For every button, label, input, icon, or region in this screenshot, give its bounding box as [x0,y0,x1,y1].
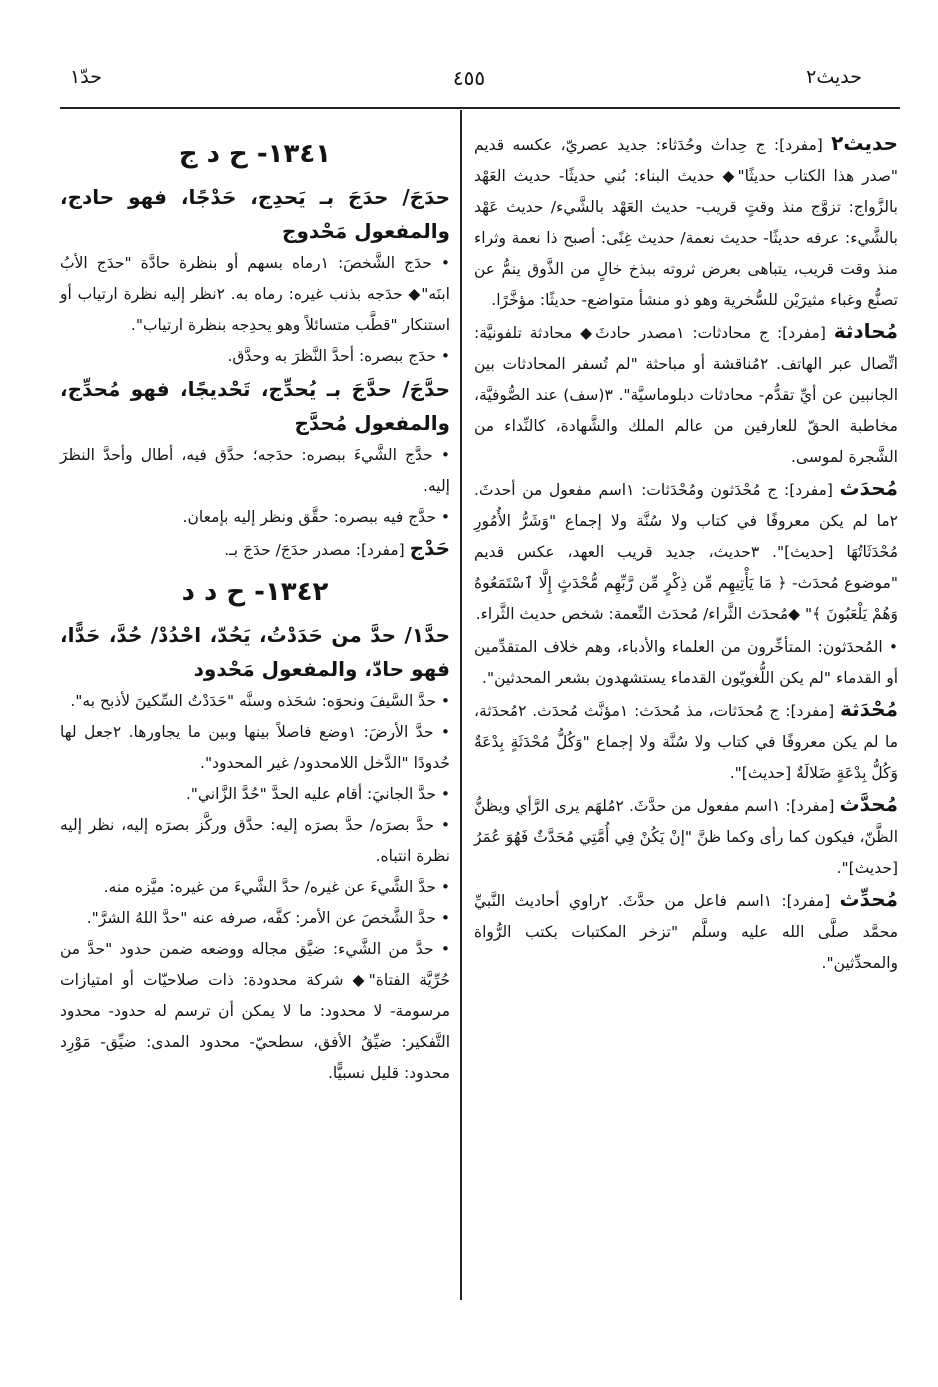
entry [474,884,898,979]
sense: • حدَّج الشَّيءَ ببصره: حدَجه؛ حدَّق فيه، أطال وأحدَّ النظرَ إليه. [60,446,450,495]
header-rule [60,107,900,109]
headword: مُحْدَثة [839,697,898,721]
right-column [474,128,898,979]
sense: • حدَّ الجانيَ: أقام عليه الحدَّ "حُدَّ الزَّاني". [185,785,450,803]
left-column [60,128,450,1089]
sense: • حدَّج فيه ببصره: حقَّق ونظر إليه بإمعان. [182,508,450,526]
definition: [مفرد]: مصدر حدَجَ/ حدَجَ بـ. [224,541,410,559]
root-heading: ١٣٤٢- ح د د [181,577,329,607]
definition: [مفرد]: ج حِداث وحُدَثاء: جديد عصريّ، عكسه قديم "صدر هذا الكتاب حديثًا"◆ حديث البناء: بُني حديثًا- حديث العَهْد بالزَّواج: تزوَّج منذ وقتٍ قريب- حديث العَهْد بالشَّيء/ حديث عَهْد بالشَّيء: عرفه حديثًا- حديث نعمة/ حديث غِنًى: أصبح ذا نعمة وثراء منذ وقت قريب، يتباهى بعرض ثروته ببذخ خالٍ من الذَّوق ينمُّ عن تصنُّع وغباء مثيرَيْن للسُّخرية وهو ذو منشأ متواضع- حديثًا: مؤخَّرًا. [474,136,898,309]
definition: [مفرد]: ج محادثات: ١مصدر حادثَ◆ محادثة تلفونيَّة: اتِّصال عبر الهاتف. ٢مُناقشة أو مباحثة "لم تُسفر المحادثات بين الجانبين عن أيِّ تقدُّم- محادثات دبلوماسيَّة". ٣(سف) عند الصُّوفيَّة، مخاطبة الحقّ للعارفين من عالم الملك والشَّهادة، كالنِّداء من الشَّجرة لموسى. [474,324,899,466]
entry [474,789,898,884]
headword: مُحدِّث [839,887,898,911]
entry [474,316,898,473]
sense: • حدَج الشَّخصَ: ١رماه بسهم أو بنظرة حادَّة "حدَج الأبُ ابنَه"◆ حدَجه بذنب غيره: رماه به. ٢نظر إليه نظرة ارتياب أو استنكار "قطَّب متسائلاً وهو يحدِجه بنظرة ارتياب". [60,254,450,334]
entry [474,128,898,316]
verb-headline: حدَّجَ/ حدَّجَ بـ يُحدِّج، تَحْديجًا، فهو مُحدِّج، والمفعول مُحدَّج [60,377,450,435]
running-head-left: حدّ١ [70,66,102,88]
definition: [مفرد]: ١اسم مفعول من حدَّثَ. ٢مُلهَم يرى الرَّأي ويظنُّ الظَّنّ، فيكون كما رأى وكما ظنَّ "إنْ يَكُنْ فِي أُمَّتِي مُحَدَّثٌ فَهُوَ عُمَرُ [حديث]". [474,797,898,877]
verb-headline: حدَجَ/ حدَجَ بـ يَحدِج، حَدْجًا، فهو حادج، والمفعول مَحْدوج [60,185,450,243]
definition: [مفرد]: ١اسم فاعل من حدَّثَ. ٢راوي أحاديث النَّبيِّ محمَّد صلَّى الله عليه وسلَّم "تزخر المكتبات بكتب الرُّواة والمحدِّثين". [474,892,898,972]
headword: مُحادثة [833,319,898,343]
sense: • حدَّ السَّيفَ ونحوَه: شحَذه وسنَّه "حَدَدْتُ السِّكينَ لأذبح به". [70,692,450,710]
definition: • المُحدَثون: المتأخِّرون من العلماء والأدباء، وهم خلاف المتقدِّمين أو القدماء "لم يكن اللُّغويّون القدماء يستشهدون بشعر المحدثين". [474,638,898,687]
entry [474,694,898,789]
root-heading: ١٣٤١- ح د ج [178,139,332,169]
entry [60,533,450,566]
entry [474,473,898,630]
sense: • حدَّ بصرَه/ حدَّ بصرَه إليه: حدَّق وركَّز بصرَه إليه، نظر إليه نظرة انتباه. [60,816,450,865]
sense: • حدَّ الشَّيءَ عن غيره/ حدَّ الشَّيءَ من غيره: ميَّزه منه. [103,878,450,896]
headword: مُحدَّث [839,792,898,816]
sense: • حدَج ببصره: أحدَّ النَّظرَ به وحدَّق. [227,347,450,365]
headword: حديث٢ [831,131,898,155]
page-number: ٤٥٥ [452,66,486,90]
definition: [مفرد]: ج مُحدَثات، مذ مُحدَث: ١مؤنَّث مُحدَث. ٢مُحدَثة، ما لم يكن معروفًا في كتاب ولا سُنَّة ولا إجماع "وَكُلُّ مُحْدَثَةٍ بِدْعَةٌ وَكُلُّ بِدْعَةٍ ضَلالَةٌ [حديث]". [474,702,898,782]
definition: [مفرد]: ج مُحْدَثون ومُحْدَثات: ١اسم مفعول من أحدثَ. ٢ما لم يكن معروفًا في كتاب ولا سُنَّة ولا إجماع "وَشَرُّ الأُمُورِ مُحْدَثَاتُهَا [حديث]". ٣حديث، جديد قريب العهد، عكس قديم "موضوع مُحدَث- ﴿ مَا يَأْتِيهِم مِّن ذِكْرٍ مِّن رَّبِّهِم مُّحْدَثٍ إِلَّا ٱسْتَمَعُوهُ وَهُمْ يَلْعَبُونَ ﴾" ◆مُحدَث الثَّراء/ مُحدَث النِّعمة: شخص حديث الثَّراء. [474,481,898,623]
sense: • حدَّ الأرضَ: ١وضع فاصلاً بينها وبين ما يجاورها. ٢جعل لها حُدودًا "الدَّخل اللامحدود/ غير المحدود". [60,723,451,772]
running-head-right: حديث٢ [806,66,862,88]
headword: مُحدَث [839,476,898,500]
entry [474,630,898,694]
column-divider [460,110,462,1300]
headword: حَدْج [409,536,450,560]
sense: • حدَّ من الشَّيء: ضيَّق مجاله ووضعه ضمن حدود "حدَّ من حُرِّيَّة الفتاة"◆ شركة محدودة: ذات صلاحيّات أو امتيازات مرسومة- لا محدود: ما لا يمكن أن ترسم له حدود- محدود التَّفكير: ضيِّقُ الأفق، سطحيّ- محدود المدى: ضيِّق- مَوْرِد محدود: قليل نسبيًّا. [60,940,450,1082]
verb-headline: حدَّ١/ حدَّ من حَدَدْتُ، يَحُدّ، احْدُدْ/ حُدَّ، حَدًّا، فهو حادّ، والمفعول مَحْدود [60,623,450,681]
sense: • حدَّ الشَّخصَ عن الأمر: كفَّه، صرفه عنه "حدَّ اللهُ الشرَّ". [86,909,450,927]
